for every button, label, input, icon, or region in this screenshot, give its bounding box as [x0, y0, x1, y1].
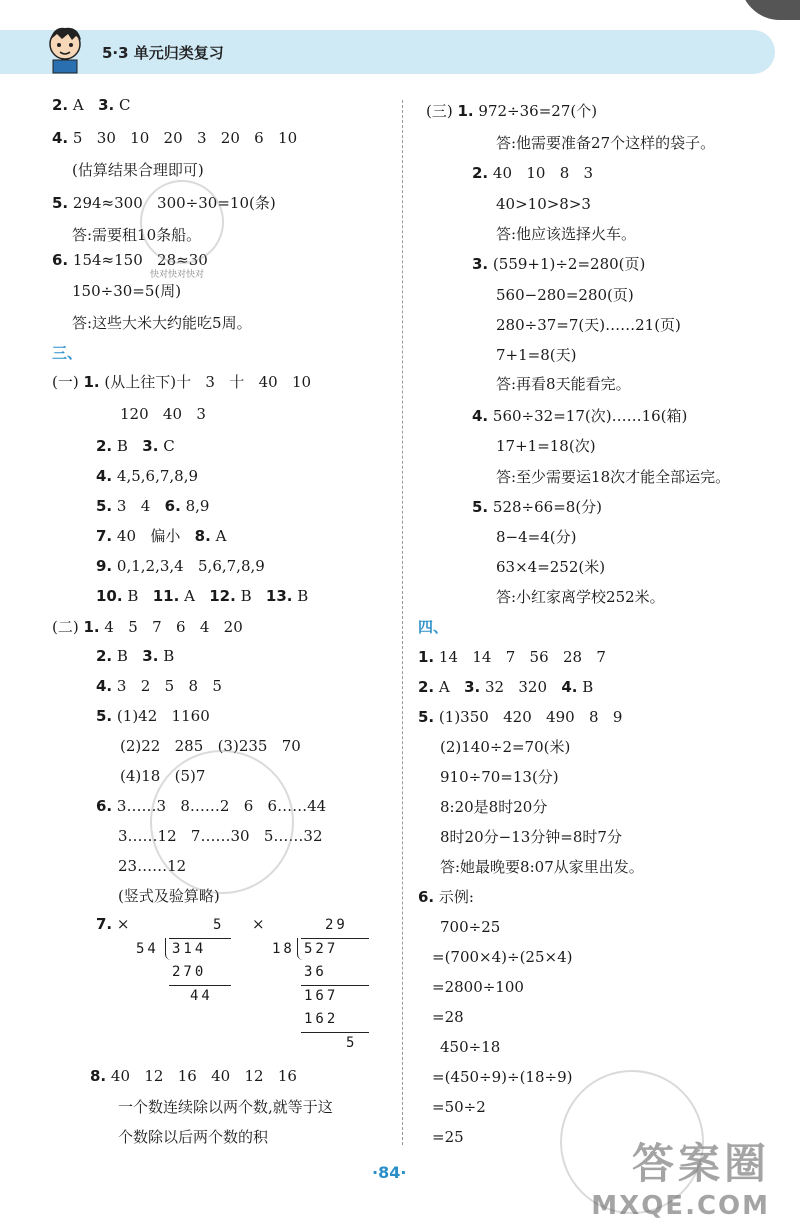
answer-line: 答:需要租10条船。	[72, 226, 202, 244]
column-divider	[402, 100, 403, 1145]
division-dividend: 314	[172, 941, 207, 957]
division-quotient: 5	[213, 917, 225, 933]
answer-line: 2. B 3. C	[96, 437, 175, 455]
answer-line: 120 40 3	[120, 405, 206, 423]
answer-line: 答:她最晚要8:07从家里出发。	[440, 858, 644, 876]
answer-line: 答:他应该选择火车。	[496, 225, 637, 243]
answer-line: 63×4=252(米)	[496, 558, 606, 576]
answer-line: 3……12 7……30 5……32	[118, 827, 323, 845]
answer-line: 答:小红家离学校252米。	[496, 588, 665, 606]
answer-line: 5. (1)42 1160	[96, 707, 210, 725]
unit-review-header	[0, 30, 775, 74]
answer-line: =(700×4)÷(25×4)	[432, 948, 573, 966]
answer-line: 2. A 3. 32 320 4. B	[418, 678, 594, 696]
answer-line: 1. 14 14 7 56 28 7	[418, 648, 606, 666]
division-bracket-line	[169, 938, 231, 939]
division-product: 270	[172, 964, 207, 980]
answer-line: 700÷25	[440, 918, 501, 936]
division-divisor: 54	[136, 941, 159, 957]
answer-line: (三) 1. 972÷36=27(个)	[426, 102, 598, 120]
division-line	[301, 1032, 369, 1033]
answer-line: 2. A 3. C	[52, 96, 131, 114]
answer-line: 6. 154≈150 28≈30	[52, 251, 208, 269]
answer-line: 2. 40 10 8 3	[472, 164, 594, 182]
answer-line: 280÷37=7(天)……21(页)	[496, 316, 681, 334]
answer-line: (一) 1. (从上往下)十 3 十 40 10	[52, 373, 312, 391]
answer-line: 答:至少需要运18次才能全部运完。	[496, 468, 731, 486]
answer-line: 7. 40 偏小 8. A	[96, 527, 227, 545]
answer-line: (估算结果合理即可)	[72, 161, 204, 179]
answer-line: (二) 1. 4 5 7 6 4 20	[52, 618, 243, 636]
stamp-text: 快对快对快对	[150, 270, 205, 280]
section-heading-4: 四、	[418, 618, 449, 636]
answer-line: 5. 294≈300 300÷30=10(条)	[52, 194, 276, 212]
division-line	[301, 985, 369, 986]
division-divisor: 18	[272, 941, 295, 957]
answer-line: =28	[432, 1008, 464, 1026]
watermark-logo-text: 答案圈	[631, 1139, 770, 1188]
division-quotient: 29	[325, 917, 348, 933]
division-bracket	[165, 938, 172, 960]
answer-line: 5. (1)350 420 490 8 9	[418, 708, 623, 726]
answer-line: =(450÷9)÷(18÷9)	[432, 1068, 573, 1086]
answer-line: 910÷70=13(分)	[440, 768, 559, 786]
answer-line: 23……12	[118, 857, 187, 875]
answer-line: 150÷30=5(周)	[72, 282, 182, 300]
division-step: 162	[304, 1011, 339, 1027]
division-bracket	[297, 938, 304, 960]
answer-line: 7. ×	[96, 915, 130, 933]
answer-line: 450÷18	[440, 1038, 501, 1056]
answer-line: (2)22 285 (3)235 70	[120, 737, 301, 755]
answer-line: 8:20是8时20分	[440, 798, 548, 816]
division-dividend: 527	[304, 941, 339, 957]
division-bracket-line	[301, 938, 369, 939]
watermark-url: MXQE.COM	[591, 1191, 770, 1221]
answer-line: 8−4=4(分)	[496, 528, 577, 546]
answer-line: 17+1=18(次)	[496, 437, 596, 455]
answer-mark: ×	[252, 915, 265, 933]
answer-line: 答:他需要准备27个这样的袋子。	[496, 134, 716, 152]
answer-line: 答:再看8天能看完。	[496, 375, 631, 393]
answer-line: 答:这些大米大约能吃5周。	[72, 314, 252, 332]
answer-line: 40>10>8>3	[496, 195, 591, 213]
answer-line: 560−280=280(页)	[496, 286, 634, 304]
division-remainder: 5	[346, 1035, 358, 1051]
division-line	[169, 985, 231, 986]
answer-line: 8. 40 12 16 40 12 16	[90, 1067, 297, 1085]
stamp-watermark	[140, 180, 224, 264]
answer-line: =50÷2	[432, 1098, 486, 1116]
page-number: ·84·	[372, 1163, 407, 1182]
answer-line: (2)140÷2=70(米)	[440, 738, 571, 756]
answer-line: 10. B 11. A 12. B 13. B	[96, 587, 309, 605]
answer-line: 5. 528÷66=8(分)	[472, 498, 603, 516]
mascot-icon	[44, 24, 86, 74]
answer-line: 8时20分−13分钟=8时7分	[440, 828, 622, 846]
answer-line: 4. 560÷32=17(次)……16(箱)	[472, 407, 688, 425]
answer-line: 个数除以后两个数的积	[118, 1128, 269, 1146]
answer-line: 4. 4,5,6,7,8,9	[96, 467, 199, 485]
answer-line: 6. 3……3 8……2 6 6……44	[96, 797, 327, 815]
stamp-watermark	[150, 750, 294, 894]
answer-line: (竖式及验算略)	[118, 887, 220, 905]
division-step: 36	[304, 964, 327, 980]
answer-line: 7+1=8(天)	[496, 346, 577, 364]
answer-line: 3. (559+1)÷2=280(页)	[472, 255, 646, 273]
answer-line: (4)18 (5)7	[120, 767, 206, 785]
answer-line: 一个数连续除以两个数,就等于这	[118, 1098, 333, 1116]
corner-tab	[740, 0, 800, 20]
answer-line: 6. 示例:	[418, 888, 474, 906]
answer-line: 4. 3 2 5 8 5	[96, 677, 222, 695]
header-title: 5·3 单元归类复习	[102, 44, 224, 62]
division-step: 167	[304, 988, 339, 1004]
answer-line: 9. 0,1,2,3,4 5,6,7,8,9	[96, 557, 265, 575]
answer-line: 2. B 3. B	[96, 647, 175, 665]
section-heading-3: 三、	[52, 344, 83, 362]
answer-line: =25	[432, 1128, 464, 1146]
answer-line: =2800÷100	[432, 978, 524, 996]
answer-line: 5. 3 4 6. 8,9	[96, 497, 210, 515]
answer-line: 4. 5 30 10 20 3 20 6 10	[52, 129, 298, 147]
division-remainder: 44	[190, 988, 213, 1004]
site-watermark	[591, 1131, 770, 1221]
